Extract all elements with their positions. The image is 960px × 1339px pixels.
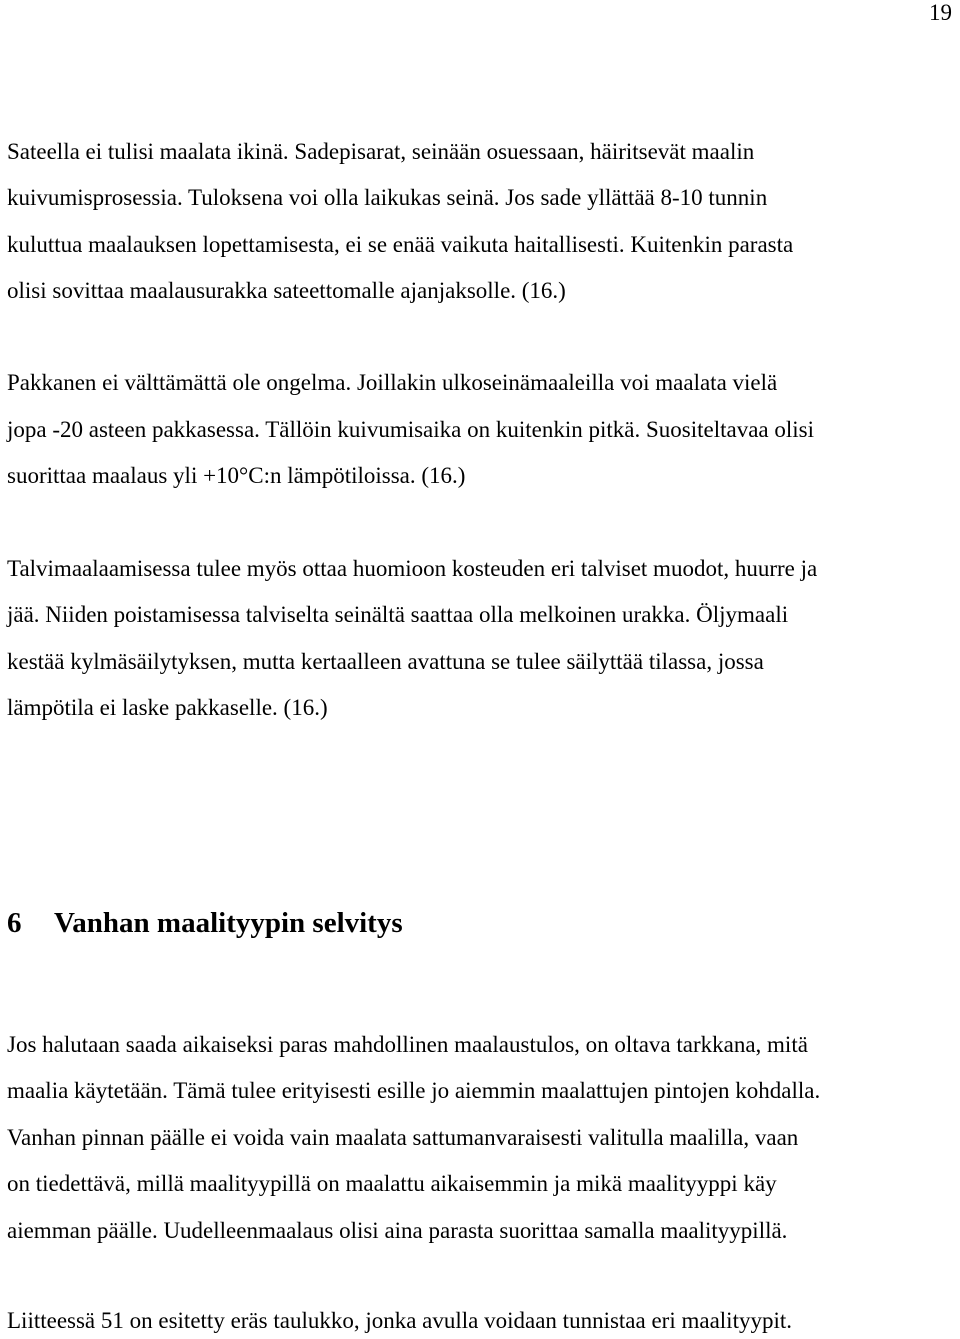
text-line: jopa -20 asteen pakkasessa. Tällöin kuivumisaika on kuitenkin pitkä. Suositeltavaa olisi bbox=[7, 417, 814, 442]
text-line: Liitteessä 51 on esitetty eräs taulukko, jonka avulla voidaan tunnistaa eri maalityypit. bbox=[7, 1308, 792, 1333]
section-number: 6 bbox=[7, 907, 22, 939]
text-line: kuluttua maalauksen lopettamisesta, ei se enää vaikuta haitallisesti. Kuitenkin parasta bbox=[7, 232, 794, 257]
text-line: olisi sovittaa maalausurakka sateettomalle ajanjaksolle. (16.) bbox=[7, 278, 566, 303]
text-line: Jos halutaan saada aikaiseksi paras mahdollinen maalaustulos, on oltava tarkkana, mitä bbox=[7, 1032, 808, 1057]
section-title: Vanhan maalityypin selvitys bbox=[54, 907, 403, 939]
section-heading bbox=[7, 903, 403, 943]
text-line: on tiedettävä, millä maalityypillä on maalattu aikaisemmin ja mikä maalityyppi käy bbox=[7, 1171, 777, 1196]
text-line: aiemman päälle. Uudelleenmaalaus olisi aina parasta suorittaa samalla maalityypillä. bbox=[7, 1218, 788, 1243]
text-line: Pakkanen ei välttämättä ole ongelma. Joillakin ulkoseinämaaleilla voi maalata vielä bbox=[7, 370, 778, 395]
text-line: lämpötila ei laske pakkaselle. (16.) bbox=[7, 695, 328, 720]
text-line: maalia käytetään. Tämä tulee erityisesti esille jo aiemmin maalattujen pintojen kohdalla. bbox=[7, 1078, 821, 1103]
text-line: Vanhan pinnan päälle ei voida vain maalata sattumanvaraisesti valitulla maalilla, vaan bbox=[7, 1125, 799, 1150]
text-line: kuivumisprosessia. Tuloksena voi olla laikukas seinä. Jos sade yllättää 8-10 tunnin bbox=[7, 185, 768, 210]
text-line: jää. Niiden poistamisessa talviselta seinältä saattaa olla melkoinen urakka. Öljymaali bbox=[7, 602, 789, 627]
text-line: Sateella ei tulisi maalata ikinä. Sadepisarat, seinään osuessaan, häiritsevät maalin bbox=[7, 139, 755, 164]
text-line: Talvimaalaamisessa tulee myös ottaa huomioon kosteuden eri talviset muodot, huurre ja bbox=[7, 556, 818, 581]
page-number: 19 bbox=[929, 0, 952, 25]
text-line: suorittaa maalaus yli +10°C:n lämpötiloissa. (16.) bbox=[7, 463, 466, 488]
text-line: kestää kylmäsäilytyksen, mutta kertaalleen avattuna se tulee säilyttää tilassa, jossa bbox=[7, 649, 764, 674]
